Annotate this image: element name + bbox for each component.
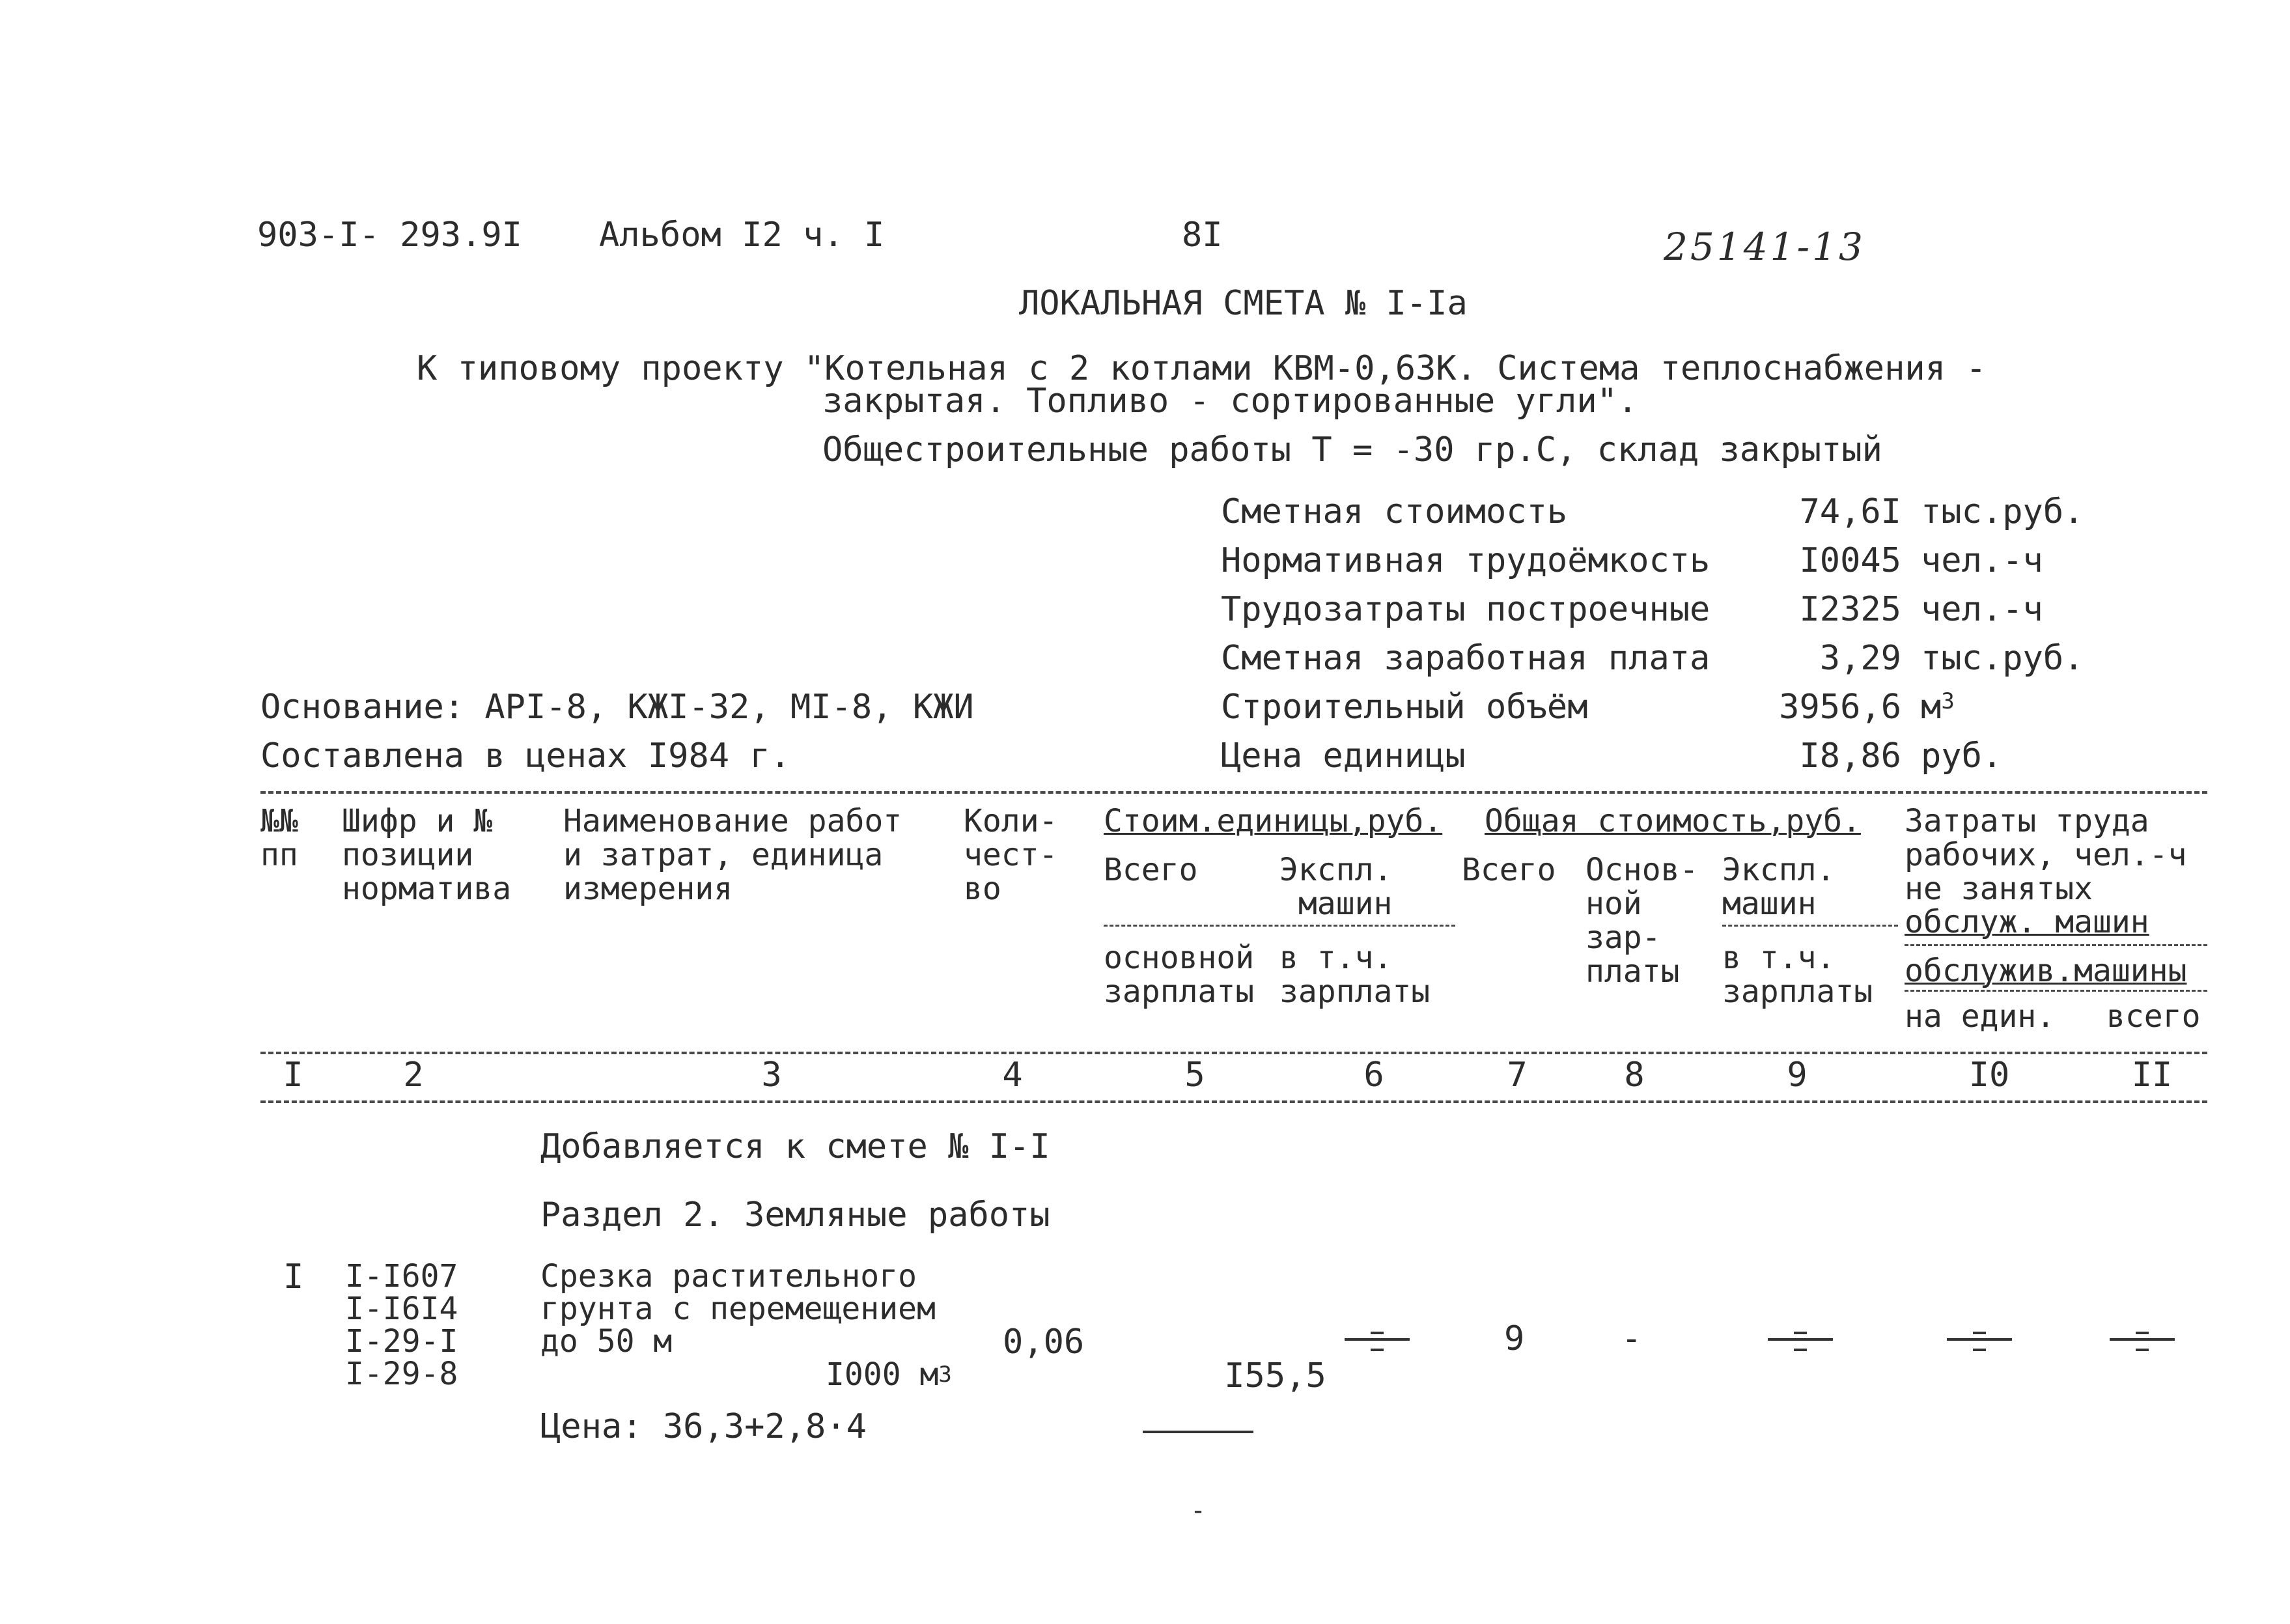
row-col7: 9 (1504, 1319, 1525, 1358)
col-10-header: на един. (1905, 998, 2056, 1035)
summary-unit: чел.-ч (1921, 541, 2043, 580)
row-name: Срезка растительного грунта с перемещением до 50 м (540, 1258, 936, 1360)
col-number: 9 (1787, 1056, 1808, 1095)
summary-unit: $м^3$ (1921, 688, 1955, 727)
col-number: 3 (761, 1056, 782, 1095)
col-number: 6 (1363, 1056, 1384, 1095)
col-number: II (2131, 1056, 2173, 1095)
summary-value: 3,29 (1819, 639, 1901, 678)
row-col9 (1765, 1332, 1836, 1351)
album-label: Альбом I2 ч. I (599, 216, 885, 255)
summary-unit: руб. (1921, 736, 2003, 776)
summary-value: I0045 (1799, 541, 1901, 580)
summary-label: Сметная стоимость (1221, 492, 1568, 531)
summary-label: Нормативная трудоёмкость (1221, 541, 1711, 580)
project-code: 903-I- 293.9I (257, 216, 522, 255)
subtitle-line-1: К типовому проекту "Котельная с 2 котлами КВМ-0,63К. Система теплоснабжения - (417, 349, 1987, 388)
col-4-header: Коли- чест- во (964, 803, 1058, 907)
col-number: I (283, 1056, 303, 1095)
note-text: Добавляется к смете № I-I (540, 1127, 1050, 1166)
col-3-header: Наименование работ и затрат, единица измерения (563, 803, 902, 907)
col-6-header-top: Экспл. машин (1279, 852, 1393, 922)
summary-label: Строительный объём (1221, 688, 1588, 727)
header-bottom-rule (260, 1052, 2207, 1054)
col-11-header: всего (2106, 998, 2201, 1035)
summary-value: 74,6I (1799, 492, 1901, 531)
section-title: Раздел 2. Земляные работы (540, 1196, 1050, 1235)
col-9-header-top: Экспл. машин (1722, 852, 1836, 922)
summary-unit: тыс.руб. (1921, 639, 2084, 678)
page-title: ЛОКАЛЬНАЯ СМЕТА № I-Iа (1019, 284, 1468, 323)
page-number: 8I (1182, 216, 1223, 255)
row-col6 (1341, 1332, 1413, 1351)
summary-unit: тыс.руб. (1921, 492, 2084, 531)
subtitle-line-2: закрытая. Топливо - сортированные угли". (822, 382, 1638, 421)
col-8-header: Основ- ной зар- платы (1585, 852, 1699, 990)
row-number: I (283, 1257, 304, 1296)
summary-value: 3956,6 (1779, 688, 1901, 727)
col-number: 2 (403, 1056, 424, 1095)
col-number: 8 (1624, 1056, 1645, 1095)
col-1-header: №№ пп (260, 803, 298, 873)
col-6-header-bottom: в т.ч. зарплаты (1279, 940, 1431, 1010)
col-number: 4 (1002, 1056, 1023, 1095)
col-5-header-bottom: основной зарплаты (1104, 940, 1255, 1010)
price-formula: Цена: 36,3+2,8·4 (540, 1407, 867, 1446)
handwritten-stamp: 25141-13 (1664, 225, 1865, 269)
column-number-rule (260, 1100, 2207, 1103)
summary-unit: чел.-ч (1921, 590, 2043, 629)
unit-cost-group-header: Стоим.единицы,руб. (1104, 803, 1443, 839)
row-col5: I55,5 - (1143, 1325, 1253, 1588)
row-codes: I-I607 I-I6I4 I-29-I I-29-8 (345, 1258, 458, 1392)
prices-year-text: Составлена в ценах I984 г. (260, 736, 790, 776)
row-col8: - (1621, 1319, 1642, 1358)
row-unit: I000 $м^3$ (826, 1356, 952, 1393)
table-top-rule (260, 791, 2207, 794)
labor-subheader: обслуж. машин (1905, 904, 2149, 940)
col-7-header: Всего (1462, 852, 1556, 888)
col-5-header-top: Всего (1104, 852, 1198, 888)
summary-label: Трудозатраты построечные (1221, 590, 1711, 629)
col-number: 7 (1507, 1056, 1528, 1095)
row-col11 (2106, 1332, 2178, 1351)
summary-value: I8,86 (1799, 736, 1901, 776)
labor-subheader-2: обслужив.машины (1905, 953, 2187, 989)
total-cost-group-header: Общая стоимость,руб. (1485, 803, 1861, 839)
row-quantity: 0,06 (1003, 1323, 1085, 1362)
subtitle-line-3: Общестроительные работы Т = -30 гр.С, склад закрытый (822, 430, 1882, 469)
labor-group-header: Затраты труда рабочих, чел.-ч не занятых (1905, 803, 2187, 907)
summary-value: I2325 (1799, 590, 1901, 629)
col-number: 5 (1184, 1056, 1205, 1095)
summary-label: Цена единицы (1221, 736, 1466, 776)
row-col10 (1944, 1332, 2015, 1351)
col-9-header-bottom: в т.ч. зарплаты (1722, 940, 1873, 1010)
basis-text: Основание: АРI-8, КЖI-32, МI-8, КЖИ (260, 688, 974, 727)
summary-label: Сметная заработная плата (1221, 639, 1711, 678)
col-2-header: Шифр и № позиции норматива (342, 803, 512, 907)
col-number: I0 (1968, 1056, 2010, 1095)
